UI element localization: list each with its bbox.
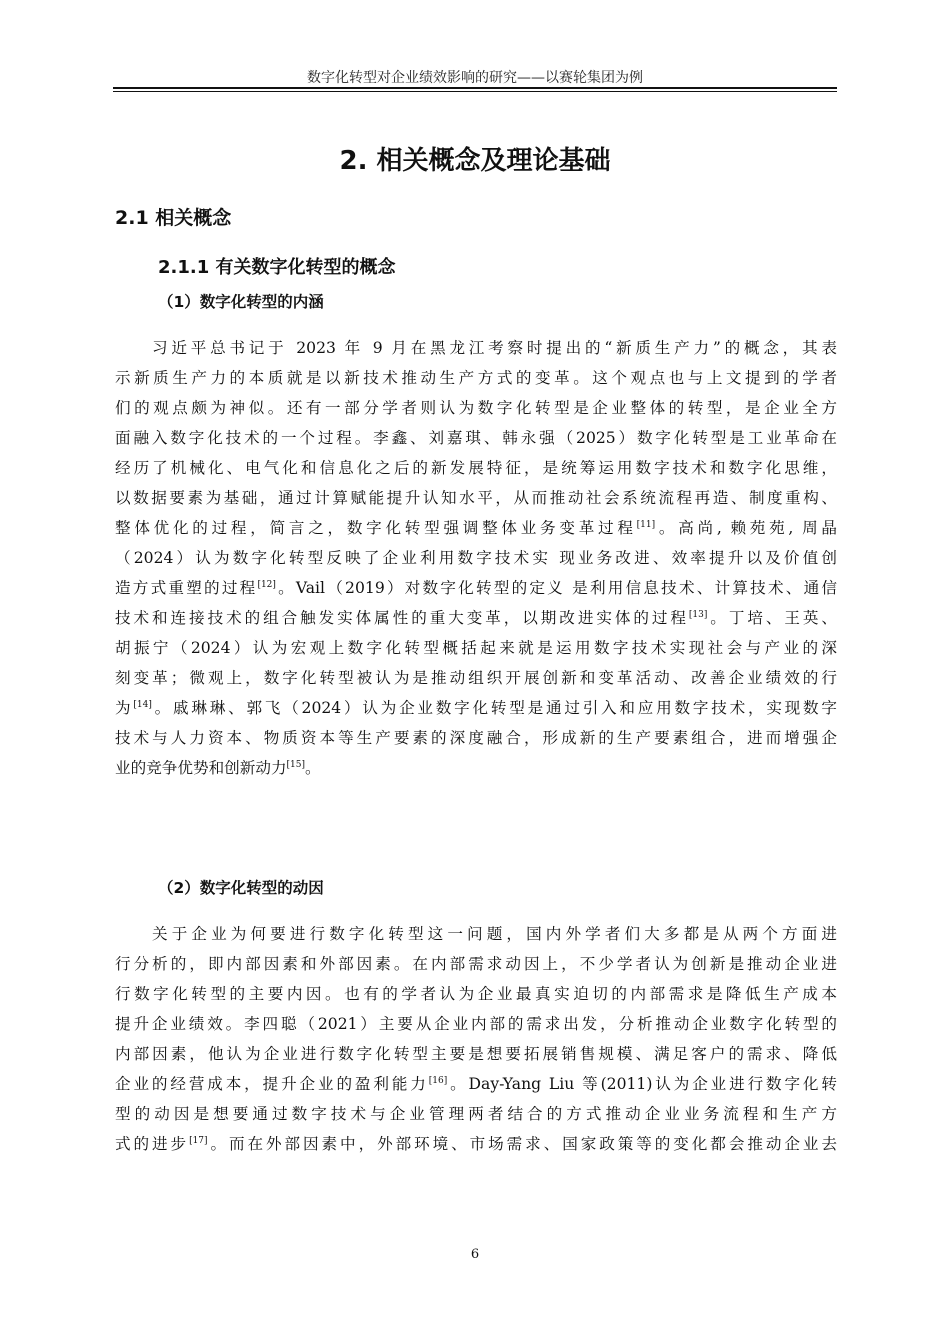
text-run: 为 <box>115 699 134 717</box>
text-run: 业的竞争优势和创新动力 <box>115 759 287 777</box>
citation-ref: [14] <box>133 700 152 710</box>
text-line: 示新质生产力的本质就是以新技术推动生产方式的变革。这个观点也与上文提到的学者 <box>115 369 837 387</box>
text-line: 面融入数字化技术的一个过程。李鑫、刘嘉琪、韩永强（2025）数字化转型是工业革命在 <box>115 429 837 447</box>
subsection-heading: 2.1.1 有关数字化转型的概念 <box>158 257 396 278</box>
section-heading: 2.1 相关概念 <box>115 207 232 229</box>
text-line: 经历了机械化、电气化和信息化之后的新发展特征，是统筹运用数字技术和数字化思维， <box>115 459 837 477</box>
text-run: 。丁培、王英、 <box>707 609 837 627</box>
text-line <box>115 1069 837 1099</box>
text-line <box>115 753 837 783</box>
text-run: 技术和连接技术的组合触发实体属性的重大变革，以期改进实体的过程 <box>115 609 689 627</box>
text-line: 型的动因是想要通过数字技术与企业管理两者结合的方式推动企业业务流程和生产方 <box>115 1105 837 1123</box>
paragraph-motivation <box>115 919 837 1159</box>
text-line: 行分析的，即内部因素和外部因素。在内部需求动因上，不少学者认为创新是推动企业进 <box>115 955 837 973</box>
page-number: 6 <box>470 1247 480 1262</box>
text-line: 内部因素，他认为企业进行数字化转型主要是想要拓展销售规模、满足客户的需求、降低 <box>115 1045 837 1063</box>
citation-ref: [11] <box>636 520 656 530</box>
header-rule-thick <box>113 87 837 89</box>
citation-ref: [16] <box>428 1076 448 1086</box>
citation-ref: [15] <box>286 760 306 770</box>
text-run: 。而在外部因素中，外部环境、市场需求、国家政策等的变化都会推动企业去 <box>207 1135 837 1153</box>
text-line: 关于企业为何要进行数字化转型这一问题，国内外学者们大多都是从两个方面进 <box>152 925 837 943</box>
running-header: 数字化转型对企业绩效影响的研究——以赛轮集团为例 <box>307 70 643 86</box>
paragraph-connotation <box>115 333 837 783</box>
text-line: 们的观点颇为神似。还有一部分学者则认为数字化转型是企业整体的转型，是企业全方 <box>115 399 837 417</box>
text-line: 技术与人力资本、物质资本等生产要素的深度融合，形成新的生产要素组合，进而增强企 <box>115 729 837 747</box>
header-rule-thin <box>113 91 837 92</box>
text-line: （2024）认为数字化转型反映了企业利用数字技术实 现业务改进、效率提升以及价值创 <box>115 549 837 567</box>
text-line: 胡振宁（2024）认为宏观上数字化转型概括起来就是运用数字技术实现社会与产业的深 <box>115 639 837 657</box>
text-run: 。Vail（2019）对数字化转型的定义 是利用信息技术、计算技术、通信 <box>275 579 837 597</box>
text-run: 造方式重塑的过程 <box>115 579 258 597</box>
text-line: 提升企业绩效。李四聪（2021）主要从企业内部的需求出发，分析推动企业数字化转型的 <box>115 1015 837 1033</box>
chapter-title: 2. 相关概念及理论基础 <box>339 146 611 176</box>
text-line: 刻变革；微观上，数字化转型被认为是推动组织开展创新和变革活动、改善企业绩效的行 <box>115 669 837 687</box>
text-line <box>115 603 837 633</box>
text-run: 式的进步 <box>115 1135 190 1153</box>
text-run: 企业的经营成本，提升企业的盈利能力 <box>115 1075 429 1093</box>
text-run: 。高尚, 赖苑苑, 周晶 <box>655 519 837 537</box>
text-line: 行数字化转型的主要内因。也有的学者认为企业最真实迫切的内部需求是降低生产成本 <box>115 985 837 1003</box>
text-run: 整体优化的过程，简言之，数字化转型强调整体业务变革过程 <box>115 519 637 537</box>
text-run: 。戚琳琳、郭飞（2024）认为企业数字化转型是通过引入和应用数字技术，实现数字 <box>151 699 837 717</box>
citation-ref: [13] <box>688 610 708 620</box>
text-line <box>115 573 837 603</box>
text-line: 以数据要素为基础，通过计算赋能提升认知水平，从而推动社会系统流程再造、制度重构、 <box>115 489 837 507</box>
text-run: 。Day-Yang Liu 等(2011)认为企业进行数字化转 <box>447 1075 837 1093</box>
citation-ref: [17] <box>189 1136 208 1146</box>
text-line: 习近平总书记于 2023 年 9 月在黑龙江考察时提出的“新质生产力”的概念，其表 <box>152 339 837 357</box>
citation-ref: [12] <box>257 580 276 590</box>
text-line <box>115 693 837 723</box>
text-line <box>115 513 837 543</box>
subsubsection-heading-connotation: （1）数字化转型的内涵 <box>158 293 324 311</box>
text-line <box>115 1129 837 1159</box>
text-run: 。 <box>305 759 321 777</box>
subsubsection-heading-motivation: （2）数字化转型的动因 <box>158 879 324 897</box>
